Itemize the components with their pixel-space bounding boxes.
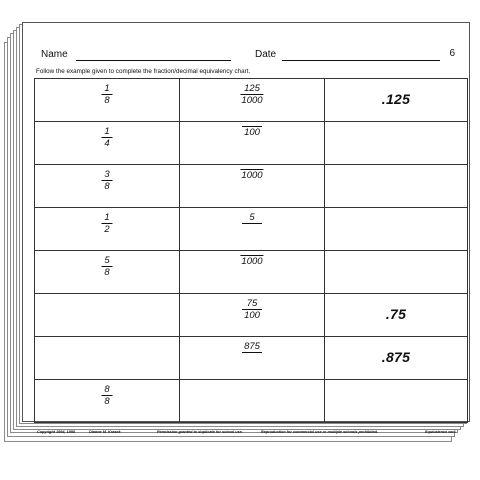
equivalency-chart	[34, 78, 468, 423]
fraction-numerator: 125	[244, 83, 260, 94]
decimal-cell[interactable]	[325, 251, 468, 294]
fraction-cell[interactable]	[35, 251, 180, 294]
fraction	[102, 83, 113, 106]
decimal-cell[interactable]	[325, 208, 468, 251]
decimal-value: .75	[385, 306, 407, 323]
fraction-numerator: 1	[104, 83, 110, 94]
fraction	[102, 126, 113, 149]
fraction-cell[interactable]	[35, 208, 180, 251]
fraction-denominator: 1000	[241, 256, 263, 267]
fraction-denominator: 1000	[241, 170, 263, 181]
decimal-cell[interactable]	[325, 122, 468, 165]
decimal-value: .125	[381, 91, 411, 108]
copyright-text: Copyright 1994, 1998	[37, 430, 75, 434]
thousandths-cell[interactable]	[180, 79, 325, 122]
worksheet-page	[22, 22, 470, 434]
thousandths-cell[interactable]	[180, 251, 325, 294]
fraction-denominator: 8	[104, 267, 110, 278]
fraction-denominator: 2	[104, 224, 110, 235]
fraction-denominator: 8	[104, 396, 110, 407]
thousandths-cell[interactable]	[180, 294, 325, 337]
fraction-cell[interactable]	[35, 79, 180, 122]
decimal-value: .875	[381, 349, 411, 366]
chart-row	[35, 380, 468, 423]
fraction-denominator: 8	[104, 181, 110, 192]
fraction-cell[interactable]	[35, 380, 180, 423]
chart-row	[35, 208, 468, 251]
thousandths-cell[interactable]	[180, 380, 325, 423]
fraction-numerator: 5	[104, 255, 110, 266]
permission-text: Permission granted to duplicate for school use.	[157, 430, 243, 434]
fraction	[240, 83, 263, 106]
reproduction-text: Reproduction for commercial use or multiple schools prohibited.	[261, 430, 379, 434]
author-text: Dianne M. Krasek	[89, 430, 121, 434]
fraction-numerator: 8	[104, 384, 110, 395]
thousandths-cell[interactable]	[180, 208, 325, 251]
fraction-bar	[242, 352, 262, 353]
decimal-cell[interactable]	[325, 337, 468, 380]
name-blank-line[interactable]	[76, 60, 231, 61]
fraction	[102, 212, 113, 235]
thousandths-cell[interactable]	[180, 122, 325, 165]
name-label: Name	[41, 49, 68, 60]
chart-row	[35, 79, 468, 122]
chart-row	[35, 165, 468, 208]
fraction-numerator: 1	[104, 126, 110, 137]
fraction	[102, 169, 113, 192]
worksheet-id: Equivalence wo6	[425, 430, 456, 434]
fraction	[242, 212, 262, 224]
chart-row	[35, 337, 468, 380]
fraction-numerator: 3	[104, 169, 110, 180]
fraction	[242, 341, 262, 353]
date-blank-line[interactable]	[282, 60, 440, 61]
chart-row	[35, 122, 468, 165]
decimal-cell[interactable]	[325, 79, 468, 122]
fraction-denominator: 100	[244, 127, 260, 138]
fraction-numerator: 1	[104, 212, 110, 223]
fraction-numerator: 875	[244, 341, 260, 352]
page-number: 6	[449, 48, 455, 59]
fraction	[240, 255, 263, 267]
fraction-denominator: 4	[104, 138, 110, 149]
fraction-cell[interactable]	[35, 122, 180, 165]
decimal-cell[interactable]	[325, 165, 468, 208]
fraction	[102, 255, 113, 278]
fraction-cell[interactable]	[35, 294, 180, 337]
fraction-denominator: 100	[244, 310, 260, 321]
fraction-denominator: 1000	[241, 95, 263, 106]
decimal-cell[interactable]	[325, 294, 468, 337]
decimal-cell[interactable]	[325, 380, 468, 423]
fraction	[242, 126, 262, 138]
fraction-bar	[242, 223, 262, 224]
fraction	[242, 298, 262, 321]
chart-row	[35, 294, 468, 337]
date-label: Date	[255, 49, 277, 60]
thousandths-cell[interactable]	[180, 165, 325, 208]
instructions-text: Follow the example given to complete the fraction/decimal equivalency chart.	[36, 68, 251, 75]
chart-row	[35, 251, 468, 294]
fraction-numerator: 75	[246, 298, 258, 309]
fraction-numerator: 5	[249, 212, 255, 223]
fraction-denominator: 8	[104, 95, 110, 106]
fraction	[240, 169, 263, 181]
worksheet-header	[33, 47, 459, 63]
thousandths-cell[interactable]	[180, 337, 325, 380]
fraction-cell[interactable]	[35, 337, 180, 380]
fraction	[102, 384, 113, 407]
fraction-cell[interactable]	[35, 165, 180, 208]
